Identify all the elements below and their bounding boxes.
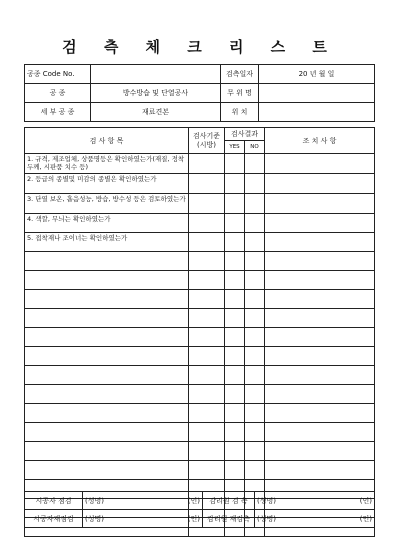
table-row bbox=[25, 347, 375, 366]
cell-standard[interactable] bbox=[189, 461, 225, 480]
cell-action[interactable] bbox=[265, 309, 375, 328]
cell-standard[interactable] bbox=[189, 252, 225, 271]
cell-action[interactable] bbox=[265, 194, 375, 214]
cell-yes[interactable] bbox=[225, 328, 245, 347]
cell-action[interactable] bbox=[265, 174, 375, 194]
cell-yes[interactable] bbox=[225, 271, 245, 290]
cell-no[interactable] bbox=[245, 194, 265, 214]
table-row bbox=[25, 423, 375, 442]
header-result: 검사결과 bbox=[225, 128, 265, 141]
header-items: 검 사 항 목 bbox=[25, 128, 189, 154]
cell-item bbox=[25, 461, 189, 480]
cell-yes[interactable] bbox=[225, 366, 245, 385]
cell-action[interactable] bbox=[265, 442, 375, 461]
cell-standard[interactable] bbox=[189, 194, 225, 214]
cell-yes[interactable] bbox=[225, 154, 245, 174]
cell-action[interactable] bbox=[265, 423, 375, 442]
cell-no[interactable] bbox=[245, 252, 265, 271]
cell-standard[interactable] bbox=[189, 404, 225, 423]
table-row bbox=[25, 214, 375, 233]
contractor-check-label: 시공자 점검 bbox=[25, 492, 83, 510]
name-label: (성명) bbox=[257, 496, 276, 505]
work-label: 공 종 bbox=[25, 84, 91, 103]
company-value[interactable] bbox=[259, 84, 375, 103]
header-yes: YES bbox=[225, 141, 245, 154]
cell-yes[interactable] bbox=[225, 423, 245, 442]
cell-standard[interactable] bbox=[189, 214, 225, 233]
cell-yes[interactable] bbox=[225, 385, 245, 404]
inspect-date-value[interactable]: 20 년 월 일 bbox=[259, 65, 375, 84]
cell-no[interactable] bbox=[245, 154, 265, 174]
cell-yes[interactable] bbox=[225, 404, 245, 423]
cell-item: 5. 접착재나 조이너는 확인하였는가 bbox=[25, 233, 189, 252]
table-row bbox=[25, 404, 375, 423]
table-row bbox=[25, 252, 375, 271]
table-row bbox=[25, 154, 375, 174]
cell-yes[interactable] bbox=[225, 194, 245, 214]
inspect-date-label: 검측일자 bbox=[221, 65, 259, 84]
cell-action[interactable] bbox=[265, 154, 375, 174]
table-row bbox=[25, 233, 375, 252]
cell-item bbox=[25, 366, 189, 385]
table-row bbox=[25, 461, 375, 480]
supervisor-inspect-sign[interactable] bbox=[255, 492, 375, 510]
cell-no[interactable] bbox=[245, 233, 265, 252]
cell-no[interactable] bbox=[245, 442, 265, 461]
table-row bbox=[25, 174, 375, 194]
table-row bbox=[25, 194, 375, 214]
checklist-table bbox=[24, 127, 375, 537]
cell-no[interactable] bbox=[245, 271, 265, 290]
cell-no[interactable] bbox=[245, 174, 265, 194]
contractor-check-sign[interactable] bbox=[83, 492, 203, 510]
cell-standard[interactable] bbox=[189, 290, 225, 309]
cell-item bbox=[25, 347, 189, 366]
supervisor-inspect-label: 감리원 검 측 bbox=[203, 492, 255, 510]
company-label: 무 위 명 bbox=[221, 84, 259, 103]
contractor-recheck-sign[interactable] bbox=[83, 510, 203, 528]
work-value[interactable]: 방수방습 및 단열공사 bbox=[91, 84, 221, 103]
cell-item: 1. 규격, 제조업체, 상품명등은 확인하였는가(재질, 정착두께, 시판품 치수 등) bbox=[25, 154, 189, 174]
cell-item bbox=[25, 423, 189, 442]
cell-item: 3. 단열 보온, 흡음성능, 방습, 방수성 등은 검토하였는가 bbox=[25, 194, 189, 214]
cell-no[interactable] bbox=[245, 328, 265, 347]
cell-no[interactable] bbox=[245, 214, 265, 233]
cell-item bbox=[25, 385, 189, 404]
location-label: 위 치 bbox=[221, 103, 259, 122]
cell-yes[interactable] bbox=[225, 309, 245, 328]
header-standard: 검사기준 (시방) bbox=[189, 128, 225, 154]
detail-value[interactable]: 재료견본 bbox=[91, 103, 221, 122]
cell-standard[interactable] bbox=[189, 347, 225, 366]
cell-yes[interactable] bbox=[225, 290, 245, 309]
cell-no[interactable] bbox=[245, 461, 265, 480]
cell-action[interactable] bbox=[265, 404, 375, 423]
seal-label: (인) bbox=[359, 496, 372, 505]
cell-standard[interactable] bbox=[189, 271, 225, 290]
cell-item: 4. 색깔, 무늬는 확인하였는가 bbox=[25, 214, 189, 233]
cell-standard[interactable] bbox=[189, 442, 225, 461]
header-no: NO bbox=[245, 141, 265, 154]
cell-yes[interactable] bbox=[225, 461, 245, 480]
cell-item bbox=[25, 404, 189, 423]
cell-standard[interactable] bbox=[189, 328, 225, 347]
cell-standard[interactable] bbox=[189, 423, 225, 442]
cell-no[interactable] bbox=[245, 404, 265, 423]
cell-action[interactable] bbox=[265, 214, 375, 233]
signature-table bbox=[24, 491, 375, 528]
page-title: 검 측 체 크 리 스 트 bbox=[62, 38, 338, 56]
cell-item bbox=[25, 442, 189, 461]
name-label: (성명) bbox=[85, 514, 104, 523]
cell-yes[interactable] bbox=[225, 347, 245, 366]
location-value[interactable] bbox=[259, 103, 375, 122]
cell-item bbox=[25, 309, 189, 328]
cell-action[interactable] bbox=[265, 347, 375, 366]
code-value[interactable] bbox=[91, 65, 221, 84]
name-label: (성명) bbox=[257, 514, 276, 523]
cell-action[interactable] bbox=[265, 328, 375, 347]
name-label: (성명) bbox=[85, 496, 104, 505]
cell-item bbox=[25, 252, 189, 271]
seal-label: (인) bbox=[187, 496, 200, 505]
cell-standard[interactable] bbox=[189, 309, 225, 328]
cell-item bbox=[25, 328, 189, 347]
contractor-recheck-label: 시공자재점검 bbox=[25, 510, 83, 528]
supervisor-reinspect-label: 감리원 재검측 bbox=[203, 510, 255, 528]
cell-yes[interactable] bbox=[225, 233, 245, 252]
cell-action[interactable] bbox=[265, 271, 375, 290]
table-row bbox=[25, 442, 375, 461]
table-row bbox=[25, 271, 375, 290]
cell-standard[interactable] bbox=[189, 154, 225, 174]
cell-action[interactable] bbox=[265, 290, 375, 309]
cell-item: 2. 등급의 종별및 미감의 종별은 확인하였는가 bbox=[25, 174, 189, 194]
cell-yes[interactable] bbox=[225, 442, 245, 461]
cell-no[interactable] bbox=[245, 347, 265, 366]
table-row bbox=[25, 309, 375, 328]
cell-yes[interactable] bbox=[225, 174, 245, 194]
code-label: 공종 Code No. bbox=[25, 65, 91, 84]
header-action: 조 치 사 항 bbox=[265, 128, 375, 154]
cell-standard[interactable] bbox=[189, 385, 225, 404]
cell-yes[interactable] bbox=[225, 252, 245, 271]
seal-label: (인) bbox=[187, 514, 200, 523]
cell-no[interactable] bbox=[245, 423, 265, 442]
cell-action[interactable] bbox=[265, 385, 375, 404]
detail-label: 세 부 공 종 bbox=[25, 103, 91, 122]
seal-label: (인) bbox=[359, 514, 372, 523]
cell-no[interactable] bbox=[245, 309, 265, 328]
supervisor-reinspect-sign[interactable] bbox=[255, 510, 375, 528]
cell-standard[interactable] bbox=[189, 233, 225, 252]
cell-item bbox=[25, 271, 189, 290]
table-row bbox=[25, 385, 375, 404]
info-table bbox=[24, 64, 375, 122]
cell-no[interactable] bbox=[245, 290, 265, 309]
cell-yes[interactable] bbox=[225, 214, 245, 233]
table-row bbox=[25, 290, 375, 309]
cell-action[interactable] bbox=[265, 252, 375, 271]
cell-action[interactable] bbox=[265, 366, 375, 385]
cell-no[interactable] bbox=[245, 366, 265, 385]
cell-standard[interactable] bbox=[189, 174, 225, 194]
cell-no[interactable] bbox=[245, 385, 265, 404]
cell-item bbox=[25, 290, 189, 309]
cell-standard[interactable] bbox=[189, 366, 225, 385]
cell-action[interactable] bbox=[265, 461, 375, 480]
table-row bbox=[25, 328, 375, 347]
cell-action[interactable] bbox=[265, 233, 375, 252]
table-row bbox=[25, 366, 375, 385]
